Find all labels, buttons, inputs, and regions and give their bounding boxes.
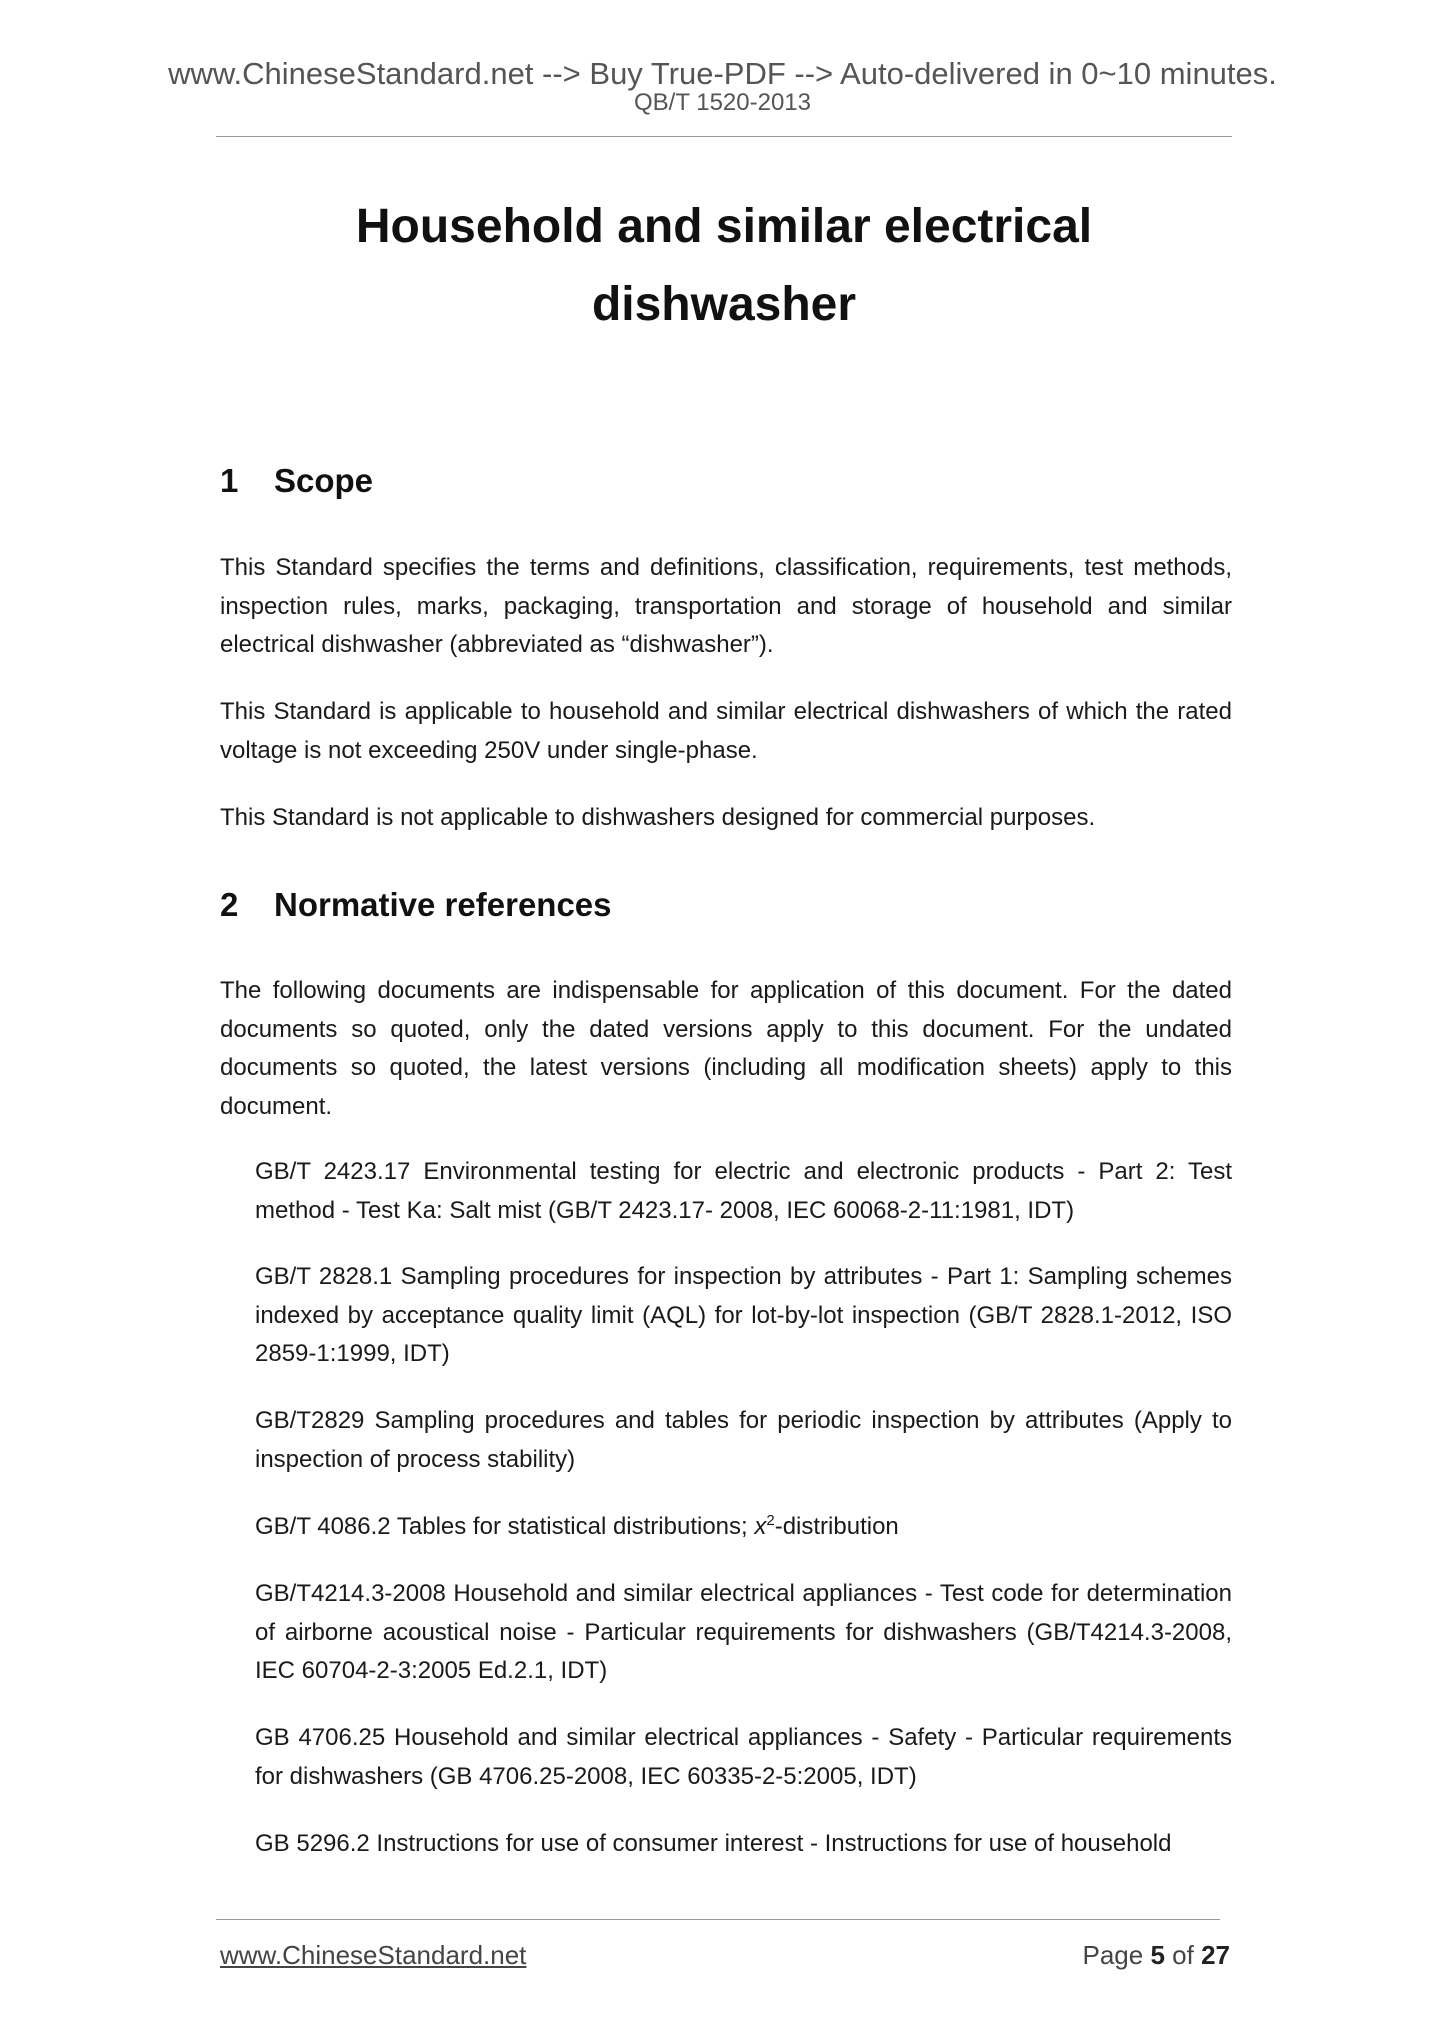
- standard-code: QB/T 1520-2013: [633, 89, 811, 116]
- section-1-title: Scope: [274, 462, 374, 499]
- section-2-heading: [220, 888, 612, 921]
- reference-item: GB/T2829 Sampling procedures and tables for periodic inspection by attributes (Apply to inspection of process stability): [255, 1407, 1232, 1473]
- page-word: Page: [1082, 1940, 1144, 1970]
- footer-divider: [216, 1919, 1220, 1920]
- section-2-number: 2: [220, 886, 239, 923]
- scope-paragraph-3: This Standard is not applicable to dishwashers designed for commercial purposes.: [220, 804, 1096, 831]
- page-of: of: [1172, 1940, 1194, 1970]
- reference-item: GB/T 2828.1 Sampling procedures for inspection by attributes - Part 1: Sampling schemes indexed by acceptance quality limit (AQL) for lot-by-lot inspection (GB/T 2828.1-2012, ISO 2859-1:1999, IDT): [255, 1263, 1232, 1367]
- superscript: 2: [766, 1512, 775, 1529]
- section-2-title: Normative references: [274, 886, 612, 923]
- reference-item: [255, 1508, 1232, 1547]
- section-1-heading: [220, 464, 373, 497]
- reference-item: GB 5296.2 Instructions for use of consumer interest - Instructions for use of household: [255, 1830, 1172, 1857]
- scope-paragraph-2: This Standard is applicable to household and similar electrical dishwashers of which the rated voltage is not exceeding 250V under single-phase.: [220, 698, 1232, 764]
- footer-site-link[interactable]: www.ChineseStandard.net: [220, 1940, 527, 1970]
- page-current: 5: [1150, 1940, 1165, 1970]
- document-title: [216, 188, 1232, 344]
- reference-item: GB 4706.25 Household and similar electrical appliances - Safety - Particular requirements for dishwashers (GB 4706.25-2008, IEC 60335-2-5:2005, IDT): [255, 1724, 1232, 1790]
- header-divider: [216, 136, 1232, 137]
- section-1-number: 1: [220, 462, 239, 499]
- reference-item: GB/T4214.3-2008 Household and similar electrical appliances - Test code for determination of airborne acoustical noise - Particular requirements for dishwashers (GB/T4214.3-2008, IEC 60704-2-3:2005 Ed.2.1, IDT): [255, 1580, 1232, 1684]
- chi-symbol: x: [754, 1513, 767, 1540]
- references-intro: The following documents are indispensable for application of this document. For the dated documents so quoted, only the dated versions apply to this document. For the undated documents so quoted, the latest versions (including all modification sheets) apply to this document.: [220, 977, 1232, 1120]
- title-line-1: Household and similar electrical: [355, 200, 1093, 253]
- title-line-2: dishwasher: [591, 278, 857, 331]
- page-number: [1082, 1942, 1230, 1968]
- header-banner: www.ChineseStandard.net --> Buy True-PDF --> Auto-delivered in 0~10 minutes.: [168, 56, 1277, 91]
- reference-text: -distribution: [774, 1513, 899, 1540]
- reference-text: GB/T 4086.2 Tables for statistical distributions;: [255, 1513, 755, 1540]
- reference-item: GB/T 2423.17 Environmental testing for electric and electronic products - Part 2: Test method - Test Ka: Salt mist (GB/T 2423.17- 2008, IEC 60068-2-11:1981, IDT): [255, 1158, 1232, 1224]
- page-total: 27: [1201, 1940, 1230, 1970]
- scope-paragraph-1: This Standard specifies the terms and definitions, classification, requirements, test methods, inspection rules, marks, packaging, transportation and storage of household and similar electrical dishwasher (abbreviated as “dishwasher”).: [220, 554, 1232, 658]
